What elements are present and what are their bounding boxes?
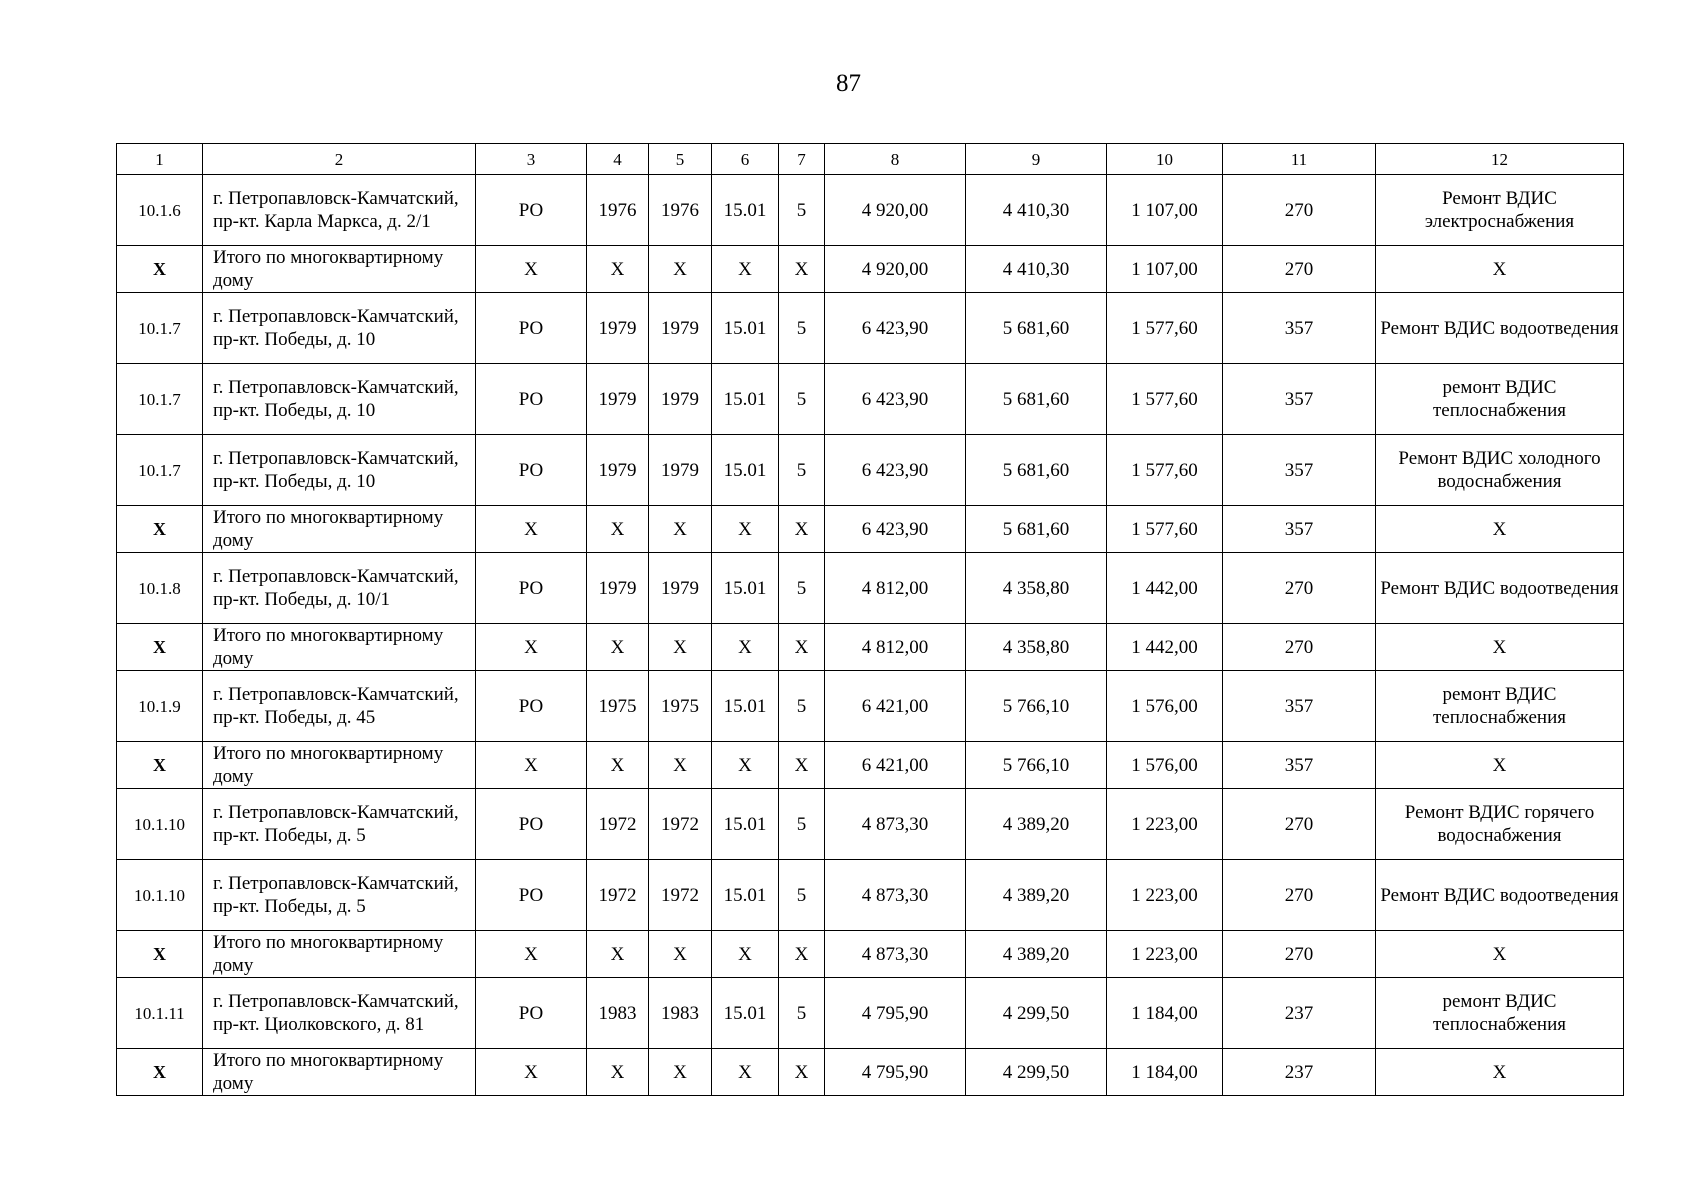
- common-area-cell: 1 577,60: [1107, 364, 1223, 435]
- row-number-cell: 10.1.7: [117, 364, 203, 435]
- table-row: [117, 364, 1624, 435]
- table-row: [117, 978, 1624, 1049]
- work-type-cell: ремонт ВДИС теплоснабжения: [1376, 364, 1624, 435]
- total-area-cell: 6 423,90: [825, 293, 966, 364]
- row-number-cell: 10.1.6: [117, 175, 203, 246]
- total-area-cell: 6 421,00: [825, 742, 966, 789]
- total-area-cell: 4 812,00: [825, 624, 966, 671]
- total-row: [117, 506, 1624, 553]
- common-area-cell: 1 442,00: [1107, 553, 1223, 624]
- row-number-cell: 10.1.7: [117, 293, 203, 364]
- header-cell: 1: [117, 144, 203, 175]
- ownership-cell: X: [476, 246, 587, 293]
- table-row: [117, 553, 1624, 624]
- code-cell: 15.01: [712, 860, 779, 931]
- header-cell: 7: [779, 144, 825, 175]
- floors-cell: X: [779, 624, 825, 671]
- residents-cell: 270: [1223, 175, 1376, 246]
- living-area-cell: 4 358,80: [966, 553, 1107, 624]
- commission-year-cell: 1972: [649, 860, 712, 931]
- common-area-cell: 1 577,60: [1107, 293, 1223, 364]
- residents-cell: 357: [1223, 364, 1376, 435]
- floors-cell: 5: [779, 553, 825, 624]
- residents-cell: 270: [1223, 789, 1376, 860]
- build-year-cell: X: [587, 931, 649, 978]
- ownership-cell: X: [476, 624, 587, 671]
- ownership-cell: РО: [476, 860, 587, 931]
- header-cell: 6: [712, 144, 779, 175]
- common-area-cell: 1 223,00: [1107, 860, 1223, 931]
- address-cell: Итого по многоквартирному дому: [203, 506, 476, 553]
- commission-year-cell: X: [649, 506, 712, 553]
- living-area-cell: 4 389,20: [966, 860, 1107, 931]
- living-area-cell: 5 681,60: [966, 364, 1107, 435]
- floors-cell: 5: [779, 175, 825, 246]
- total-area-cell: 4 920,00: [825, 246, 966, 293]
- living-area-cell: 4 389,20: [966, 789, 1107, 860]
- floors-cell: X: [779, 1049, 825, 1096]
- total-area-cell: 6 421,00: [825, 671, 966, 742]
- total-row: [117, 931, 1624, 978]
- total-area-cell: 6 423,90: [825, 435, 966, 506]
- work-type-cell: X: [1376, 246, 1624, 293]
- build-year-cell: 1972: [587, 789, 649, 860]
- header-cell: 10: [1107, 144, 1223, 175]
- common-area-cell: 1 223,00: [1107, 931, 1223, 978]
- ownership-cell: РО: [476, 293, 587, 364]
- living-area-cell: 4 410,30: [966, 175, 1107, 246]
- common-area-cell: 1 576,00: [1107, 671, 1223, 742]
- header-cell: 8: [825, 144, 966, 175]
- total-row: [117, 246, 1624, 293]
- build-year-cell: 1972: [587, 860, 649, 931]
- total-area-cell: 4 812,00: [825, 553, 966, 624]
- ownership-cell: X: [476, 742, 587, 789]
- address-cell: г. Петропавловск-Камчатский, пр-кт. Победы, д. 10: [203, 435, 476, 506]
- address-cell: Итого по многоквартирному дому: [203, 931, 476, 978]
- code-cell: X: [712, 624, 779, 671]
- code-cell: 15.01: [712, 553, 779, 624]
- living-area-cell: 4 389,20: [966, 931, 1107, 978]
- residents-cell: 270: [1223, 860, 1376, 931]
- commission-year-cell: X: [649, 246, 712, 293]
- commission-year-cell: 1976: [649, 175, 712, 246]
- commission-year-cell: X: [649, 624, 712, 671]
- living-area-cell: 5 766,10: [966, 742, 1107, 789]
- residents-cell: 357: [1223, 435, 1376, 506]
- commission-year-cell: 1983: [649, 978, 712, 1049]
- total-row: [117, 742, 1624, 789]
- ownership-cell: РО: [476, 553, 587, 624]
- residents-cell: 357: [1223, 742, 1376, 789]
- row-number-cell: 10.1.8: [117, 553, 203, 624]
- code-cell: X: [712, 931, 779, 978]
- work-type-cell: X: [1376, 742, 1624, 789]
- build-year-cell: 1979: [587, 364, 649, 435]
- address-cell: Итого по многоквартирному дому: [203, 246, 476, 293]
- address-cell: Итого по многоквартирному дому: [203, 742, 476, 789]
- common-area-cell: 1 184,00: [1107, 1049, 1223, 1096]
- table-row: [117, 860, 1624, 931]
- code-cell: 15.01: [712, 435, 779, 506]
- table-row: [117, 671, 1624, 742]
- total-row: [117, 624, 1624, 671]
- row-number-cell: X: [117, 931, 203, 978]
- ownership-cell: X: [476, 931, 587, 978]
- code-cell: X: [712, 1049, 779, 1096]
- header-cell: 5: [649, 144, 712, 175]
- table-row: [117, 789, 1624, 860]
- address-cell: г. Петропавловск-Камчатский, пр-кт. Победы, д. 5: [203, 789, 476, 860]
- residents-cell: 357: [1223, 506, 1376, 553]
- floors-cell: X: [779, 246, 825, 293]
- living-area-cell: 5 681,60: [966, 506, 1107, 553]
- living-area-cell: 4 299,50: [966, 978, 1107, 1049]
- residents-cell: 270: [1223, 553, 1376, 624]
- ownership-cell: РО: [476, 789, 587, 860]
- code-cell: 15.01: [712, 789, 779, 860]
- floors-cell: X: [779, 742, 825, 789]
- header-cell: 12: [1376, 144, 1624, 175]
- row-number-cell: 10.1.10: [117, 789, 203, 860]
- address-cell: г. Петропавловск-Камчатский, пр-кт. Победы, д. 10/1: [203, 553, 476, 624]
- floors-cell: 5: [779, 671, 825, 742]
- address-cell: г. Петропавловск-Камчатский, пр-кт. Карла Маркса, д. 2/1: [203, 175, 476, 246]
- commission-year-cell: 1979: [649, 553, 712, 624]
- build-year-cell: 1976: [587, 175, 649, 246]
- commission-year-cell: X: [649, 742, 712, 789]
- floors-cell: X: [779, 506, 825, 553]
- row-number-cell: 10.1.11: [117, 978, 203, 1049]
- commission-year-cell: X: [649, 931, 712, 978]
- work-type-cell: X: [1376, 506, 1624, 553]
- common-area-cell: 1 223,00: [1107, 789, 1223, 860]
- work-type-cell: X: [1376, 1049, 1624, 1096]
- build-year-cell: X: [587, 624, 649, 671]
- row-number-cell: 10.1.9: [117, 671, 203, 742]
- code-cell: 15.01: [712, 293, 779, 364]
- address-cell: г. Петропавловск-Камчатский, пр-кт. Циолковского, д. 81: [203, 978, 476, 1049]
- address-cell: г. Петропавловск-Камчатский, пр-кт. Победы, д. 10: [203, 364, 476, 435]
- code-cell: 15.01: [712, 671, 779, 742]
- residents-cell: 270: [1223, 624, 1376, 671]
- residents-cell: 357: [1223, 293, 1376, 364]
- ownership-cell: РО: [476, 364, 587, 435]
- build-year-cell: X: [587, 246, 649, 293]
- build-year-cell: 1983: [587, 978, 649, 1049]
- ownership-cell: X: [476, 1049, 587, 1096]
- code-cell: X: [712, 246, 779, 293]
- floors-cell: 5: [779, 860, 825, 931]
- page-number: 87: [836, 70, 861, 97]
- total-area-cell: 4 873,30: [825, 931, 966, 978]
- row-number-cell: X: [117, 742, 203, 789]
- floors-cell: 5: [779, 435, 825, 506]
- common-area-cell: 1 107,00: [1107, 175, 1223, 246]
- living-area-cell: 4 299,50: [966, 1049, 1107, 1096]
- work-type-cell: Ремонт ВДИС холодного водоснабжения: [1376, 435, 1624, 506]
- total-area-cell: 4 920,00: [825, 175, 966, 246]
- commission-year-cell: 1979: [649, 435, 712, 506]
- commission-year-cell: 1979: [649, 364, 712, 435]
- work-type-cell: Ремонт ВДИС водоотведения: [1376, 293, 1624, 364]
- row-number-cell: X: [117, 246, 203, 293]
- build-year-cell: X: [587, 742, 649, 789]
- row-number-cell: X: [117, 624, 203, 671]
- total-area-cell: 6 423,90: [825, 364, 966, 435]
- floors-cell: X: [779, 931, 825, 978]
- residents-cell: 270: [1223, 246, 1376, 293]
- header-cell: 11: [1223, 144, 1376, 175]
- commission-year-cell: 1975: [649, 671, 712, 742]
- work-type-cell: Ремонт ВДИС водоотведения: [1376, 553, 1624, 624]
- common-area-cell: 1 184,00: [1107, 978, 1223, 1049]
- commission-year-cell: 1972: [649, 789, 712, 860]
- common-area-cell: 1 442,00: [1107, 624, 1223, 671]
- row-number-cell: 10.1.7: [117, 435, 203, 506]
- code-cell: 15.01: [712, 364, 779, 435]
- code-cell: 15.01: [712, 175, 779, 246]
- build-year-cell: 1979: [587, 435, 649, 506]
- ownership-cell: РО: [476, 175, 587, 246]
- common-area-cell: 1 576,00: [1107, 742, 1223, 789]
- address-cell: г. Петропавловск-Камчатский, пр-кт. Победы, д. 5: [203, 860, 476, 931]
- build-year-cell: X: [587, 1049, 649, 1096]
- build-year-cell: 1975: [587, 671, 649, 742]
- residents-cell: 237: [1223, 978, 1376, 1049]
- ownership-cell: РО: [476, 435, 587, 506]
- header-cell: 2: [203, 144, 476, 175]
- total-area-cell: 4 795,90: [825, 978, 966, 1049]
- total-area-cell: 6 423,90: [825, 506, 966, 553]
- residents-cell: 237: [1223, 1049, 1376, 1096]
- row-number-cell: X: [117, 506, 203, 553]
- work-type-cell: ремонт ВДИС теплоснабжения: [1376, 978, 1624, 1049]
- living-area-cell: 5 681,60: [966, 293, 1107, 364]
- common-area-cell: 1 107,00: [1107, 246, 1223, 293]
- total-row: [117, 1049, 1624, 1096]
- residents-cell: 270: [1223, 931, 1376, 978]
- code-cell: X: [712, 742, 779, 789]
- total-area-cell: 4 873,30: [825, 860, 966, 931]
- header-row: [117, 144, 1624, 175]
- work-type-cell: Ремонт ВДИС электроснабжения: [1376, 175, 1624, 246]
- work-type-cell: ремонт ВДИС теплоснабжения: [1376, 671, 1624, 742]
- common-area-cell: 1 577,60: [1107, 506, 1223, 553]
- floors-cell: 5: [779, 364, 825, 435]
- table-row: [117, 175, 1624, 246]
- repair-schedule-table: [116, 143, 1624, 1096]
- floors-cell: 5: [779, 789, 825, 860]
- ownership-cell: РО: [476, 671, 587, 742]
- address-cell: Итого по многоквартирному дому: [203, 1049, 476, 1096]
- code-cell: 15.01: [712, 978, 779, 1049]
- floors-cell: 5: [779, 978, 825, 1049]
- address-cell: г. Петропавловск-Камчатский, пр-кт. Победы, д. 10: [203, 293, 476, 364]
- header-cell: 9: [966, 144, 1107, 175]
- floors-cell: 5: [779, 293, 825, 364]
- living-area-cell: 5 681,60: [966, 435, 1107, 506]
- commission-year-cell: X: [649, 1049, 712, 1096]
- total-area-cell: 4 795,90: [825, 1049, 966, 1096]
- header-cell: 4: [587, 144, 649, 175]
- common-area-cell: 1 577,60: [1107, 435, 1223, 506]
- work-type-cell: X: [1376, 931, 1624, 978]
- ownership-cell: X: [476, 506, 587, 553]
- total-area-cell: 4 873,30: [825, 789, 966, 860]
- ownership-cell: РО: [476, 978, 587, 1049]
- build-year-cell: 1979: [587, 293, 649, 364]
- table-row: [117, 293, 1624, 364]
- row-number-cell: 10.1.10: [117, 860, 203, 931]
- build-year-cell: X: [587, 506, 649, 553]
- code-cell: X: [712, 506, 779, 553]
- work-type-cell: Ремонт ВДИС водоотведения: [1376, 860, 1624, 931]
- header-cell: 3: [476, 144, 587, 175]
- living-area-cell: 4 358,80: [966, 624, 1107, 671]
- work-type-cell: X: [1376, 624, 1624, 671]
- build-year-cell: 1979: [587, 553, 649, 624]
- row-number-cell: X: [117, 1049, 203, 1096]
- address-cell: Итого по многоквартирному дому: [203, 624, 476, 671]
- living-area-cell: 5 766,10: [966, 671, 1107, 742]
- living-area-cell: 4 410,30: [966, 246, 1107, 293]
- commission-year-cell: 1979: [649, 293, 712, 364]
- address-cell: г. Петропавловск-Камчатский, пр-кт. Победы, д. 45: [203, 671, 476, 742]
- residents-cell: 357: [1223, 671, 1376, 742]
- work-type-cell: Ремонт ВДИС горячего водоснабжения: [1376, 789, 1624, 860]
- table-row: [117, 435, 1624, 506]
